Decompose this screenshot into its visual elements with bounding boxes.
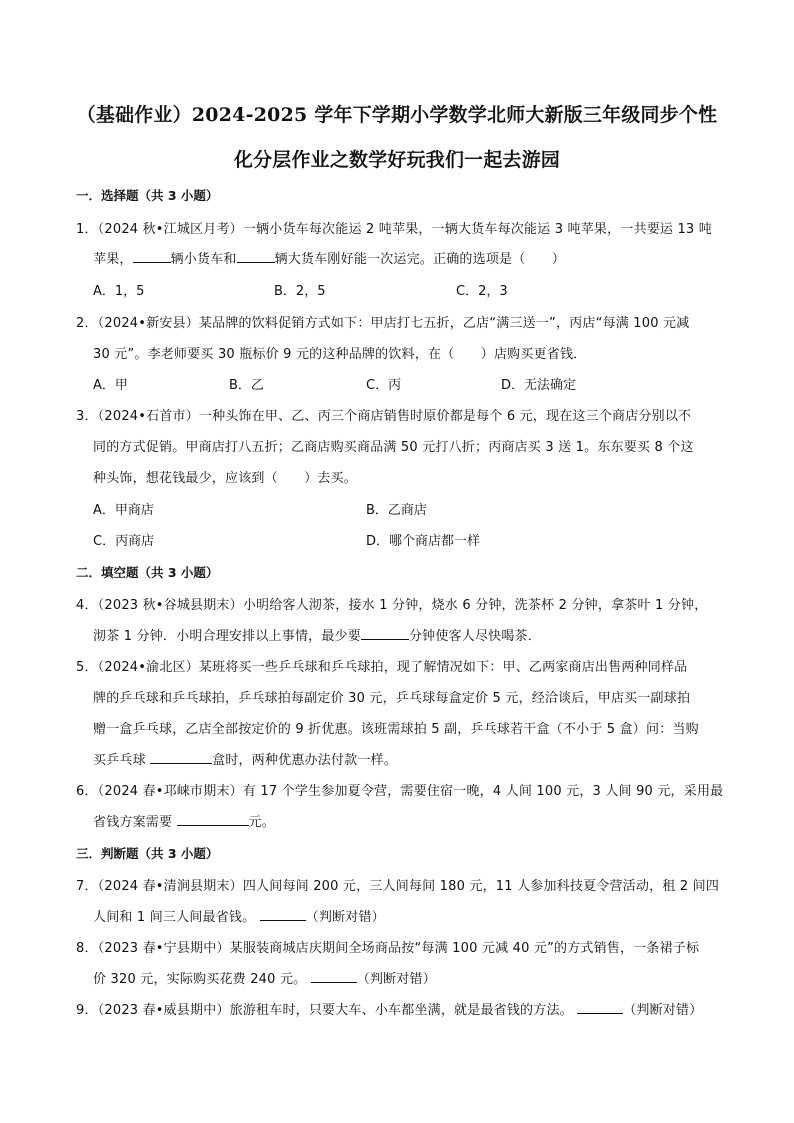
question-1-text-a: 苹果， xyxy=(93,252,133,267)
question-8-line-1: 8．（2023 春•宁县期中）某服装商城店庆期间全场商品按“每满 100 元减 40 元”的方式销售，一条裙子标 xyxy=(76,941,700,956)
question-2-option-d[interactable]: D．无法确定 xyxy=(501,378,577,393)
question-5-line-3: 赠一盒乒乓球，乙店全部按定价的 9 折优惠。该班需球拍 5 副，乒乓球若干盒（不小于 5 盒）问：当购 xyxy=(93,722,699,737)
question-5-line-2: 牌的乒乓球和乒乓球拍，乒乓球拍每副定价 30 元，乒乓球每盒定价 5 元，经洽谈后，甲店买一副球拍 xyxy=(93,691,691,706)
question-3-line-1: 3．（2024•石首市）一种头饰在甲、乙、丙三个商店销售时原价都是每个 6 元，现在这三个商店分别以不 xyxy=(76,409,692,424)
answer-blank[interactable] xyxy=(177,813,249,826)
question-1-line-2 xyxy=(93,248,565,267)
question-6-line-1: 6．（2024 春•邛崃市期末）有 17 个学生参加夏令营，需要住宿一晚，4 人间 100 元，3 人间 90 元，采用最 xyxy=(76,784,724,799)
document-title-line-1: （基础作业）2024-2025 学年下学期小学数学北师大新版三年级同步个性 xyxy=(76,104,718,126)
question-4-text-a: 沏茶 1 分钟．小明合理安排以上事情，最少要 xyxy=(93,629,361,644)
question-3-option-b[interactable]: B．乙商店 xyxy=(366,503,427,518)
question-2-line-2: 30 元”。李老师要买 30 瓶标价 9 元的这种品牌的饮料，在（ ）店购买更省钱． xyxy=(93,347,587,362)
question-9-line-1 xyxy=(76,999,702,1018)
question-2-option-c[interactable]: C．丙 xyxy=(366,378,402,393)
question-5-text-a: 买乒乓球 xyxy=(93,753,151,768)
answer-blank[interactable] xyxy=(361,627,409,640)
question-9-text-a: 9．（2023 春•威县期中）旅游租车时，只要大车、小车都坐满，就是最省钱的方法。 xyxy=(76,1003,578,1018)
answer-blank[interactable] xyxy=(150,751,212,764)
question-4-line-1: 4．（2023 秋•谷城县期末）小明给客人沏茶，接水 1 分钟，烧水 6 分钟，洗茶杯 2 分钟，拿茶叶 1 分钟， xyxy=(76,598,708,613)
document-title-line-2: 化分层作业之数学好玩我们一起去游园 xyxy=(233,149,561,171)
question-2-option-b[interactable]: B．乙 xyxy=(229,378,264,393)
answer-blank[interactable] xyxy=(577,1001,623,1014)
answer-blank[interactable] xyxy=(133,250,171,263)
question-6-text-a: 省钱方案需要 xyxy=(93,815,177,830)
section-heading-choice: 一．选择题（共 3 小题） xyxy=(76,188,219,203)
question-1-option-b[interactable]: B．2，5 xyxy=(274,284,326,299)
question-8-text-b: （判断对错） xyxy=(356,972,436,987)
question-7-line-1: 7．（2024 春•清涧县期末）四人间每间 200 元，三人间每间 180 元，11 人参加科技夏令营活动，租 2 间四 xyxy=(76,879,720,894)
question-1-text-c: 辆大货车刚好能一次运完。正确的选项是（ ） xyxy=(274,252,566,267)
question-1-option-a[interactable]: A．1，5 xyxy=(93,284,145,299)
question-9-text-b: （判断对错） xyxy=(623,1003,703,1018)
question-3-option-c[interactable]: C．丙商店 xyxy=(93,534,155,549)
question-8-text-a: 价 320 元，实际购买花费 240 元。 xyxy=(93,972,311,987)
question-7-text-b: （判断对错） xyxy=(305,910,385,925)
question-5-line-1: 5．（2024•渝北区）某班将买一些乒乓球和乒乓球拍，现了解情况如下：甲、乙两家商店出售两种同样品 xyxy=(76,660,688,675)
question-4-line-2 xyxy=(93,625,541,644)
question-4-text-b: 分钟使客人尽快喝茶． xyxy=(408,629,541,644)
question-2-option-a[interactable]: A．甲 xyxy=(93,378,128,393)
question-3-line-2: 同的方式促销。甲商店打八五折；乙商店购买商品满 50 元打八折；丙商店买 3 送 1。东东要买 8 个这 xyxy=(93,440,694,455)
question-6-line-2 xyxy=(93,811,275,830)
question-3-line-3: 种头饰，想花钱最少，应该到（ ）去买。 xyxy=(93,471,358,486)
question-7-line-2 xyxy=(93,906,385,925)
section-heading-true-false: 三．判断题（共 3 小题） xyxy=(76,846,219,861)
answer-blank[interactable] xyxy=(237,250,275,263)
question-1-line-1: 1．（2024 秋•江城区月考）一辆小货车每次能运 2 吨苹果，一辆大货车每次能运 3 吨苹果，一共要运 13 吨 xyxy=(76,222,712,237)
question-5-line-4 xyxy=(93,749,397,768)
question-2-line-1: 2．（2024•新安县）某品牌的饮料促销方式如下：甲店打七五折，乙店“满三送一”，丙店“每满 100 元减 xyxy=(76,316,690,331)
question-7-text-a: 人间和 1 间三人间最省钱。 xyxy=(93,910,260,925)
answer-blank[interactable] xyxy=(311,970,357,983)
section-heading-fill-in: 二．填空题（共 3 小题） xyxy=(76,565,219,580)
question-8-line-2 xyxy=(93,968,436,987)
answer-blank[interactable] xyxy=(260,908,306,921)
question-1-option-c[interactable]: C．2，3 xyxy=(456,284,508,299)
question-5-text-b: 盒时，两种优惠办法付款一样。 xyxy=(212,753,397,768)
question-3-option-d[interactable]: D．哪个商店都一样 xyxy=(366,534,481,549)
question-6-text-b: 元。 xyxy=(248,815,275,830)
question-1-text-b: 辆小货车和 xyxy=(170,252,237,267)
question-3-option-a[interactable]: A．甲商店 xyxy=(93,503,154,518)
